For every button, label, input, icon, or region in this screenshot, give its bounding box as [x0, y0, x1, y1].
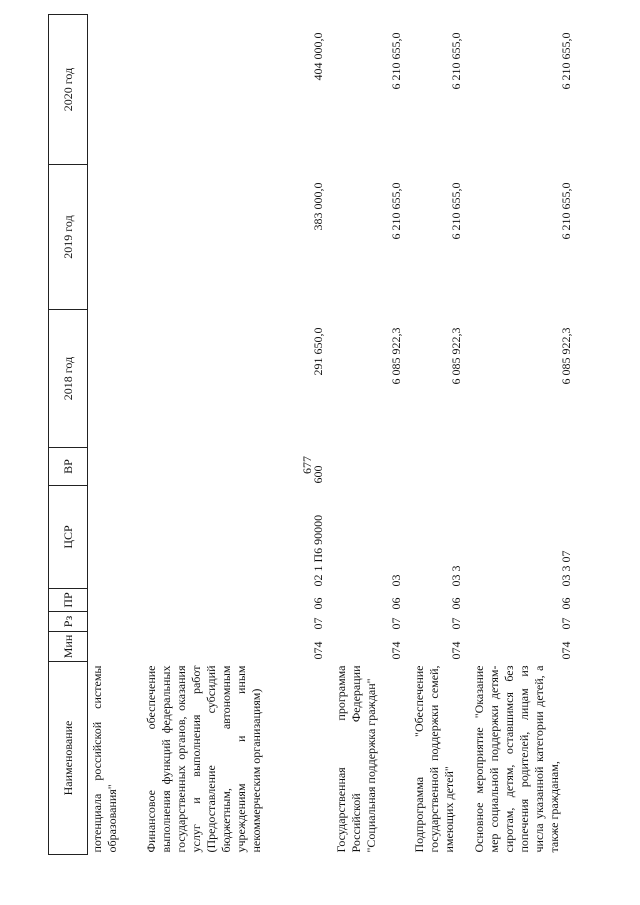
value-2020 [88, 15, 138, 165]
header-min: Мин [49, 632, 88, 662]
header-rz: Рз [49, 612, 88, 632]
table-row [466, 15, 576, 855]
code-csr: 02 1 П6 90000 [310, 514, 325, 587]
row-name: Основное мероприятие "Оказание мер социальной поддержки детям-сиротам, детям, оставшимся без попечения родителей, лицам из числа указанной категории детей, а также гражданам, [471, 665, 561, 853]
code-rz: 07 [388, 617, 403, 630]
header-2019: 2019 год [49, 165, 88, 310]
value-2020: 6 210 655,0 [388, 32, 403, 90]
value-2018: 6 085 922,3 [388, 327, 403, 385]
table-row [328, 15, 406, 855]
code-rz: 07 [558, 617, 573, 630]
row-codes [88, 448, 138, 662]
row-name: Государственная программа Российской Федерации "Социальная поддержка граждан" [333, 665, 378, 853]
header-pr: ПР [49, 589, 88, 612]
code-pr: 06 [448, 597, 463, 610]
value-2018 [88, 310, 138, 448]
header-csr: ЦСР [49, 486, 88, 589]
row-name: Финансовое обеспечение выполнения функций федеральных государственных органов, оказания услуг и выполнения работ (Предоставление субсидий бюджетным, автономным учреждениям и иным некоммерческим организациям) [143, 665, 263, 853]
code-min: 074 [448, 641, 463, 660]
value-2018: 6 085 922,3 [448, 327, 463, 385]
value-2019: 6 210 655,0 [388, 182, 403, 240]
rotated-page [48, 15, 598, 855]
page-number: 677 [300, 456, 314, 474]
code-pr: 06 [388, 597, 403, 610]
code-min: 074 [558, 641, 573, 660]
table-row [406, 15, 466, 855]
code-rz: 07 [448, 617, 463, 630]
code-pr: 06 [558, 597, 573, 610]
code-csr: 03 3 07 [558, 550, 573, 587]
header-vr: ВР [49, 448, 88, 486]
header-row [49, 15, 88, 855]
code-rz: 07 [310, 617, 325, 630]
value-2019: 6 210 655,0 [558, 182, 573, 240]
code-min: 074 [310, 641, 325, 660]
row-codes [406, 448, 466, 662]
code-csr: 03 3 [448, 565, 463, 587]
budget-table [48, 14, 576, 855]
code-csr: 03 [388, 574, 403, 587]
header-name: Наименование [49, 662, 88, 855]
value-2019: 6 210 655,0 [448, 182, 463, 240]
value-2019: 383 000,0 [310, 182, 325, 231]
value-2018: 6 085 922,3 [558, 327, 573, 385]
header-2018: 2018 год [49, 310, 88, 448]
value-2019 [88, 165, 138, 310]
row-codes [138, 448, 328, 662]
row-codes [328, 448, 406, 662]
code-vr: 600 [310, 465, 325, 484]
code-min: 074 [388, 641, 403, 660]
row-name: Подпрограмма "Обеспечение государственной поддержки семей, имеющих детей" [411, 665, 456, 853]
row-name: потенциала российской системы образования" [90, 665, 119, 853]
value-2020: 6 210 655,0 [558, 32, 573, 90]
value-2020: 6 210 655,0 [448, 32, 463, 90]
header-2020: 2020 год [49, 15, 88, 165]
code-pr: 06 [310, 597, 325, 610]
value-2018: 291 650,0 [310, 327, 325, 376]
value-2020: 404 000,0 [310, 32, 325, 81]
table-row [138, 15, 328, 855]
table-row [88, 15, 138, 855]
row-codes [466, 448, 576, 662]
